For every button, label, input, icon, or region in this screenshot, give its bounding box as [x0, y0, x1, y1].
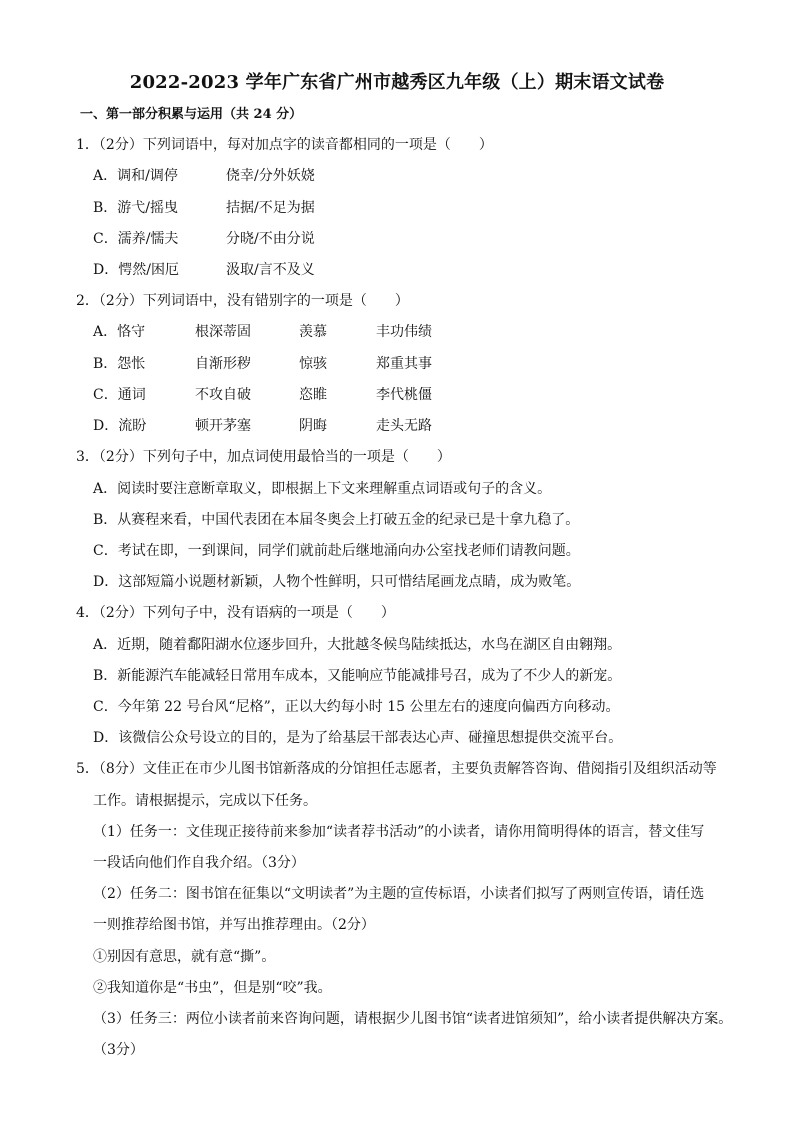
task-2-cont: 一则推荐给图书馆，并写出推荐理由。（2分）	[93, 917, 375, 933]
q3-option-d: D．这部短篇小说题材新颖，人物个性鲜明，只可惜结尾画龙点睛，成为败笔。	[93, 574, 581, 590]
q2-option-d: D．流盼	[93, 418, 147, 434]
q2-option-a-w4: 丰功伟绩	[376, 324, 432, 340]
q2-option-a-w2: 根深蒂固	[195, 324, 251, 340]
q1-option-d-words: 汲取/言不及义	[226, 262, 315, 278]
q2-option-d-w3: 阴晦	[299, 418, 327, 434]
section-heading: 一、第一部分积累与运用（共 24 分）	[80, 107, 303, 122]
q2-option-c: C．通词	[93, 387, 146, 403]
task-1-cont: 一段话向他们作自我介绍。（3分）	[93, 855, 305, 871]
task-3: （3）任务三：两位小读者前来咨询问题，请根据少儿图书馆“读者进馆须知”，给小读者提供解决方案。	[93, 1011, 733, 1027]
q1-option-a-words: 侥幸/分外妖娆	[226, 168, 315, 184]
question-3-stem: 3．（2分）下列句子中，加点词使用最恰当的一项是（ ）	[76, 449, 451, 465]
q1-option-b: B．游弋/摇曳	[93, 200, 179, 216]
question-4-stem: 4．（2分）下列句子中，没有语病的一项是（ ）	[76, 605, 395, 621]
q1-option-b-words: 拮据/不足为据	[226, 200, 315, 216]
slogan-2: ②我知道你是“书虫”，但是别“咬”我。	[93, 980, 332, 996]
q2-option-a-w3: 羡慕	[299, 324, 327, 340]
q3-option-b: B．从赛程来看，中国代表团在本届冬奥会上打破五金的纪录已是十拿九稳了。	[93, 512, 580, 528]
q2-option-b-w3: 惊骇	[299, 356, 327, 372]
question-1-stem: 1．（2分）下列词语中，每对加点字的读音都相同的一项是（ ）	[76, 137, 493, 153]
q2-option-c-w3: 恣睢	[299, 387, 327, 403]
slogan-1: ①别因有意思，就有意“撕”。	[93, 949, 276, 965]
q4-option-c: C．今年第 22 号台风“尼格”，正以大约每小时 15 公里左右的速度向偏西方向移动。	[93, 699, 620, 715]
q4-option-a: A．近期，随着鄱阳湖水位逐步回升，大批越冬候鸟陆续抵达，水鸟在湖区自由翱翔。	[93, 637, 622, 653]
exam-title: 2022-2023 学年广东省广州市越秀区九年级（上）期末语文试卷	[129, 72, 665, 93]
q2-option-d-w4: 走头无路	[376, 418, 432, 434]
q2-option-b-w2: 自渐形秽	[195, 356, 251, 372]
task-2: （2）任务二：图书馆在征集以“文明读者”为主题的宣传标语，小读者们拟写了两则宣传语，请任选	[93, 886, 705, 902]
q2-option-d-w2: 顿开茅塞	[195, 418, 251, 434]
q3-option-a: A．阅读时要注意断章取义，即根据上下文来理解重点词语或句子的含义。	[93, 481, 552, 497]
q1-option-a: A．调和/调停	[93, 168, 178, 184]
question-5-stem-cont: 工作。请根据提示，完成以下任务。	[93, 793, 317, 809]
q1-option-c: C．濡养/懦夫	[93, 231, 179, 247]
q4-option-d: D．该微信公众号设立的目的，是为了给基层干部表达心声、碰撞思想提供交流平台。	[93, 730, 623, 746]
q2-option-a: A．恪守	[93, 324, 146, 340]
q1-option-d: D．愕然/困厄	[93, 262, 179, 278]
q3-option-c: C．考试在即，一到课间，同学们就前赴后继地涌向办公室找老师们请教问题。	[93, 543, 580, 559]
q2-option-b-w4: 郑重其事	[376, 356, 432, 372]
task-1: （1）任务一：文佳现正接待前来参加“读者荐书活动”的小读者，请你用简明得体的语言，替文佳写	[93, 824, 705, 840]
question-2-stem: 2．（2分）下列词语中，没有错别字的一项是（ ）	[76, 293, 409, 309]
q2-option-b: B．怨怅	[93, 356, 146, 372]
q1-option-c-words: 分晓/不由分说	[226, 231, 315, 247]
q2-option-c-w2: 不攻自破	[195, 387, 251, 403]
task-3-cont: （3分）	[93, 1042, 144, 1058]
q4-option-b: B．新能源汽车能减轻日常用车成本，又能响应节能减排号召，成为了不少人的新宠。	[93, 668, 622, 684]
question-5-stem: 5．（8分）文佳正在市少儿图书馆新落成的分馆担任志愿者，主要负责解答咨询、借阅指引及组织活动等	[76, 761, 717, 777]
q2-option-c-w4: 李代桃僵	[376, 387, 432, 403]
